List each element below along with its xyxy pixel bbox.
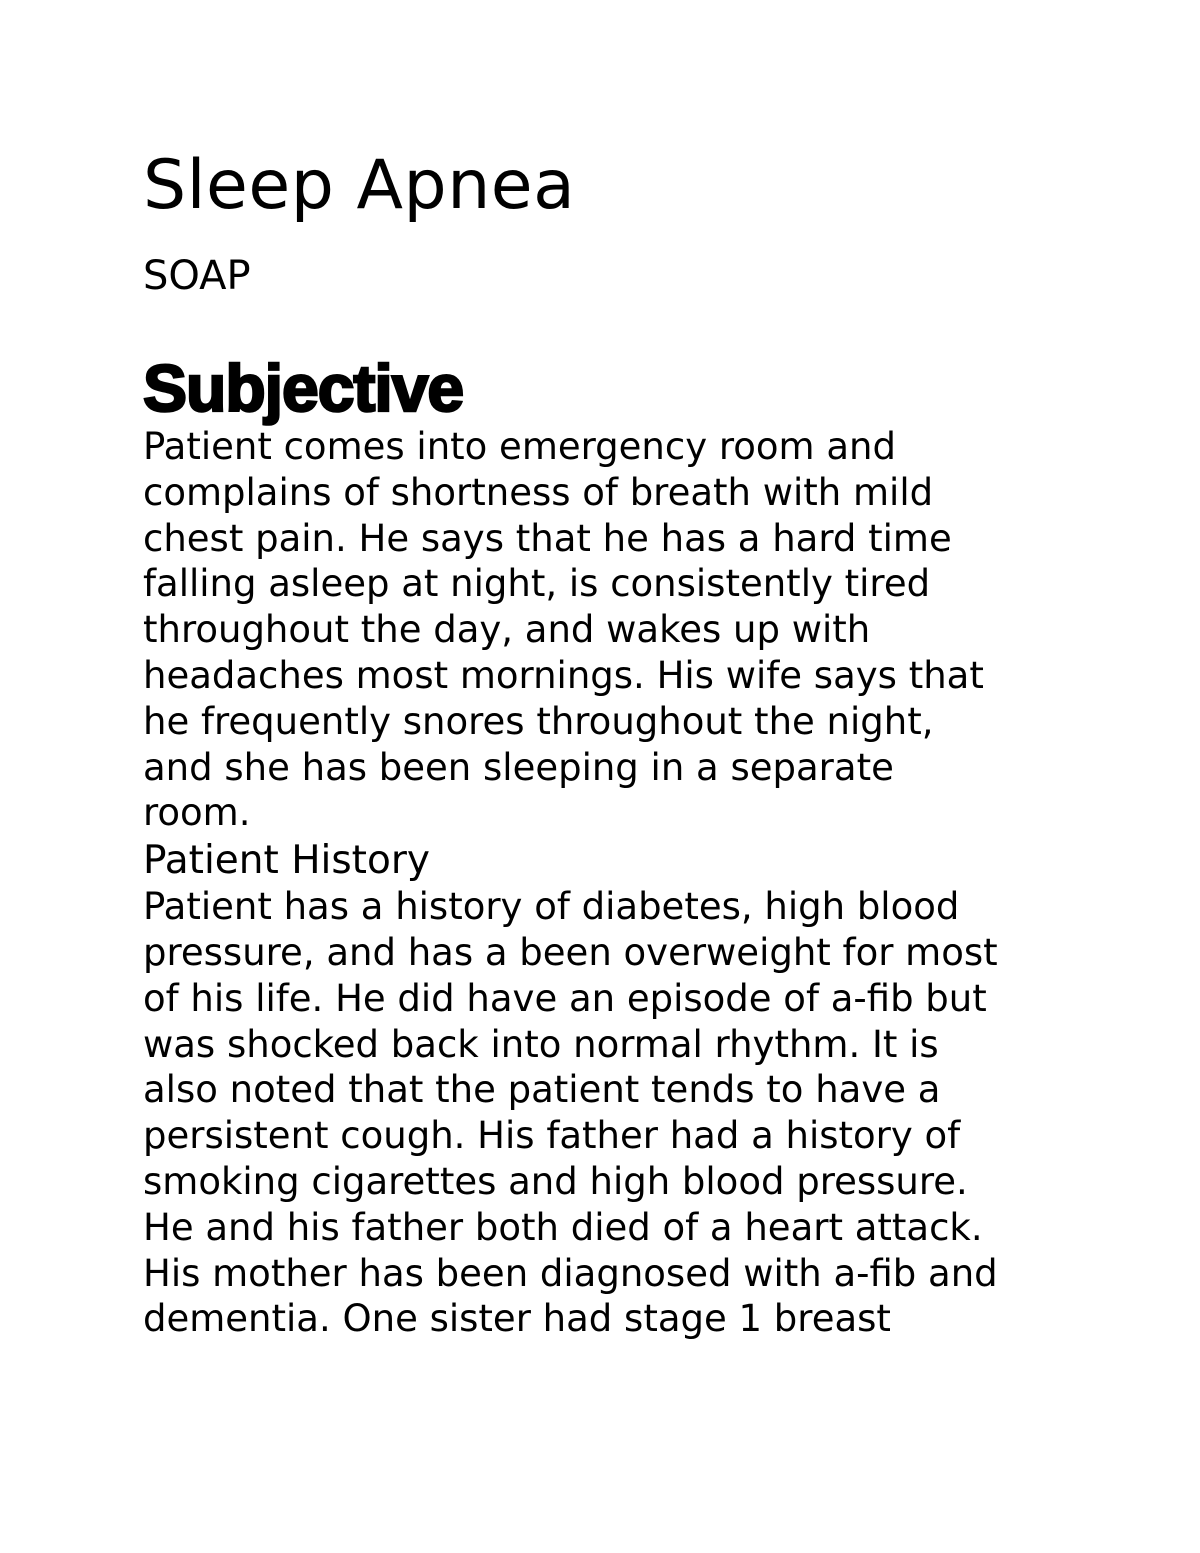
patient-history-heading: Patient History	[143, 838, 430, 884]
document-title: Sleep Apnea	[143, 146, 576, 225]
document-subtitle: SOAP	[143, 253, 251, 299]
document-page	[143, 146, 1103, 1342]
patient-history-paragraph: Patient has a history of diabetes, high blood pressure, and has a been overweight for most of his life. He did have an episode of a-fib but was shocked back into normal rhythm. It is also noted that the patient tends to have a persistent cough. His father had a history of smoking cigarettes and high blood pressure. He and his father both died of a heart attack. His mother has been diagnosed with a-fib and dementia. One sister had stage 1 breast	[143, 885, 998, 1341]
subjective-heading: Subjective	[143, 351, 464, 425]
subjective-paragraph: Patient comes into emergency room and complains of shortness of breath with mild chest pain. He says that he has a hard time falling asleep at night, is consistently tired throughout the day, and wakes up with headaches most mornings. His wife says that he frequently snores throughout the night, and she has been sleeping in a separate room.	[143, 425, 984, 835]
